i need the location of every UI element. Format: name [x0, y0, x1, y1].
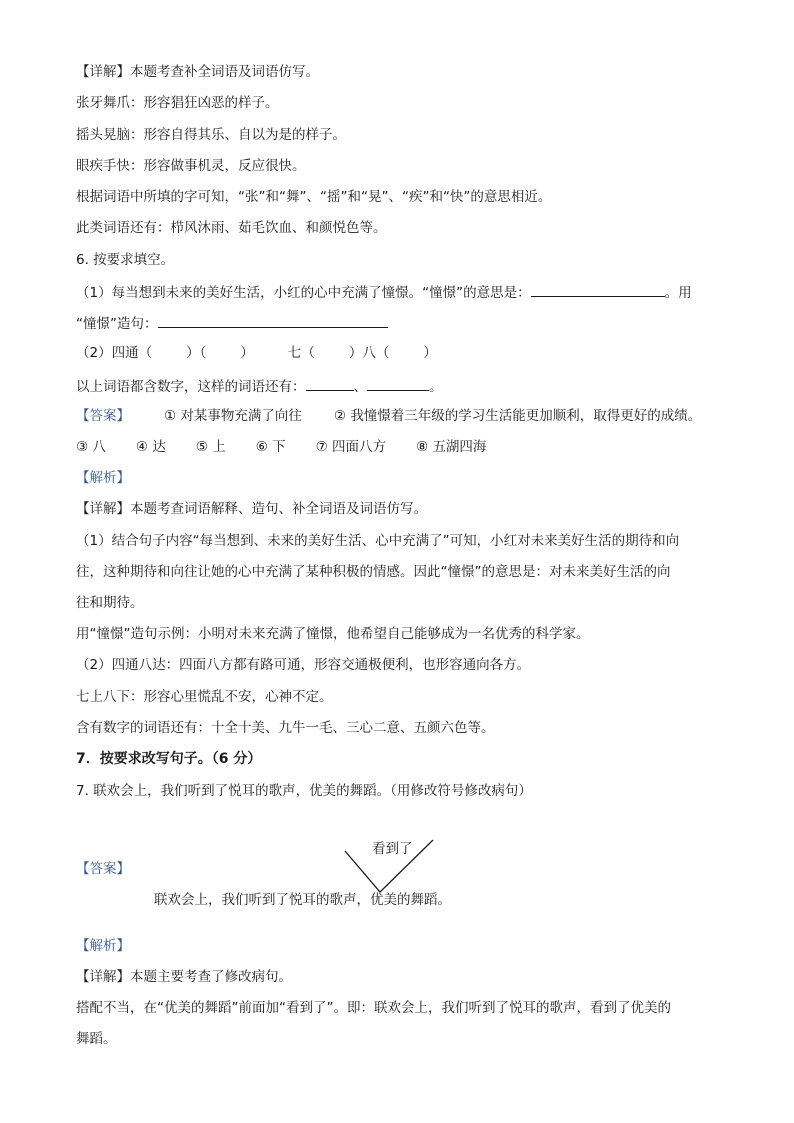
text: ）（ — [186, 345, 207, 361]
detail-line: 【详解】本题考查词语解释、造句、补全词语及词语仿写。 — [76, 501, 427, 517]
question-7: 7. 联欢会上，我们听到了悦耳的歌声，优美的舞蹈。（用修改符号修改病句） — [76, 783, 532, 799]
analysis-tag: 【解析】 — [76, 938, 130, 954]
text: ） — [423, 345, 437, 361]
text-line: 张牙舞爪：形容猖狂凶恶的样子。 — [76, 95, 279, 111]
answer-number: ① — [164, 408, 177, 424]
explanation-line: （2）四通八达：四面八方都有路可通，形容交通极便利，也形容通向各方。 — [76, 657, 531, 673]
explanation-line: 往和期待。 — [76, 595, 144, 611]
text-line: 摇头晃脑：形容自得其乐、自以为是的样子。 — [76, 127, 346, 143]
answer-item — [256, 438, 286, 456]
answer-blank — [158, 313, 388, 328]
answer-text: 四面八方 — [332, 439, 387, 455]
detail-line: 【详解】本题考查补全词语及词语仿写。 — [76, 64, 319, 80]
answer-text: 上 — [212, 439, 226, 455]
question-6-part3 — [76, 376, 443, 396]
text: ） — [240, 345, 254, 361]
answer-blank — [531, 282, 665, 297]
text: ）八（ — [348, 345, 390, 361]
answer-item — [196, 438, 226, 456]
explanation-line: 含有数字的词语还有：十全十美、九牛一毛、三心二意、五颜六色等。 — [76, 720, 495, 736]
answer-item — [76, 438, 106, 456]
text: 以上词语都含数字，这样的词语还有： — [76, 379, 306, 395]
text: （1）每当想到未来的美好生活，小红的心中充满了憧憬。“憧憬”的意思是： — [76, 285, 531, 301]
text: 七（ — [287, 345, 315, 361]
text: 、 — [353, 379, 367, 395]
answer-text: 达 — [152, 439, 166, 455]
explanation-line: （1）结合句子内容“每当想到、未来的美好生活、心中充满了”可知，小红对未来美好生活的期待和向 — [76, 533, 680, 549]
answer-tag: 【答案】 — [76, 861, 130, 877]
text-line: 根据词语中所填的字可知，“张”和“舞”、“摇”和“晃”、“疾”和“快”的意思相近。 — [76, 189, 552, 205]
answer-item — [164, 407, 302, 425]
explanation-line: 往，这种期待和向往让她的心中充满了某种积极的情感。因此“憧憬”的意思是：对未来美好生活的向 — [76, 564, 671, 580]
insert-text: 看到了 — [372, 841, 413, 857]
analysis-tag: 【解析】 — [76, 470, 130, 486]
explanation-line: 舞蹈。 — [76, 1031, 117, 1047]
explanation-line: 用“憧憬”造句示例：小明对未来充满了憧憬，他希望自己能够成为一名优秀的科学家。 — [76, 626, 590, 642]
answer-row-2 — [76, 438, 486, 456]
corrected-sentence: 联欢会上，我们听到了悦耳的歌声，优美的舞蹈。 — [154, 892, 451, 908]
answer-blank — [367, 376, 429, 391]
text: 。用 — [664, 285, 692, 301]
answer-text: 对某事物充满了向往 — [180, 408, 302, 424]
answer-text: 八 — [92, 439, 106, 455]
answer-number: ⑥ — [255, 439, 268, 455]
answer-number: ② — [333, 408, 347, 424]
question-6-title: 6. 按要求填空。 — [76, 252, 175, 268]
text-line: 此类词语还有：栉风沐雨、茹毛饮血、和颜悦色等。 — [76, 220, 387, 236]
answer-text: 五湖四海 — [432, 439, 487, 455]
text: （2）四通（ — [76, 345, 153, 361]
answer-number: ③ — [76, 439, 89, 455]
question-6-part2 — [76, 344, 437, 362]
answer-number: ⑤ — [195, 439, 208, 455]
answer-blank — [306, 376, 354, 391]
explanation-line: 搭配不当，在“优美的舞蹈”前面加“看到了”。即：联欢会上，我们听到了悦耳的歌声，看到了优美的 — [76, 1000, 671, 1016]
answer-item — [334, 407, 701, 425]
answer-text: 我憧憬着三年级的学习生活能更加顺利，取得更好的成绩。 — [350, 408, 702, 424]
explanation-line: 七上八下：形容心里慌乱不安，心神不定。 — [76, 689, 333, 705]
answer-number: ⑦ — [315, 439, 328, 455]
text-line: 眼疾手快：形容做事机灵，反应很快。 — [76, 158, 306, 174]
answer-number: ④ — [135, 439, 149, 455]
answer-item — [316, 438, 386, 456]
answer-item — [136, 438, 166, 456]
section-heading: 7．按要求改写句子。（6 分） — [76, 751, 262, 767]
answer-number: ⑧ — [416, 439, 429, 455]
answer-text: 下 — [272, 439, 286, 455]
text: “憧憬”造句： — [76, 316, 158, 332]
detail-line: 【详解】本题主要考查了修改病句。 — [76, 969, 292, 985]
answer-row-1 — [76, 407, 701, 425]
text: 。 — [429, 379, 443, 395]
answer-tag: 【答案】 — [76, 408, 130, 424]
question-6-part1 — [76, 282, 692, 302]
answer-item — [416, 438, 486, 456]
question-6-part1-cont — [76, 313, 388, 333]
